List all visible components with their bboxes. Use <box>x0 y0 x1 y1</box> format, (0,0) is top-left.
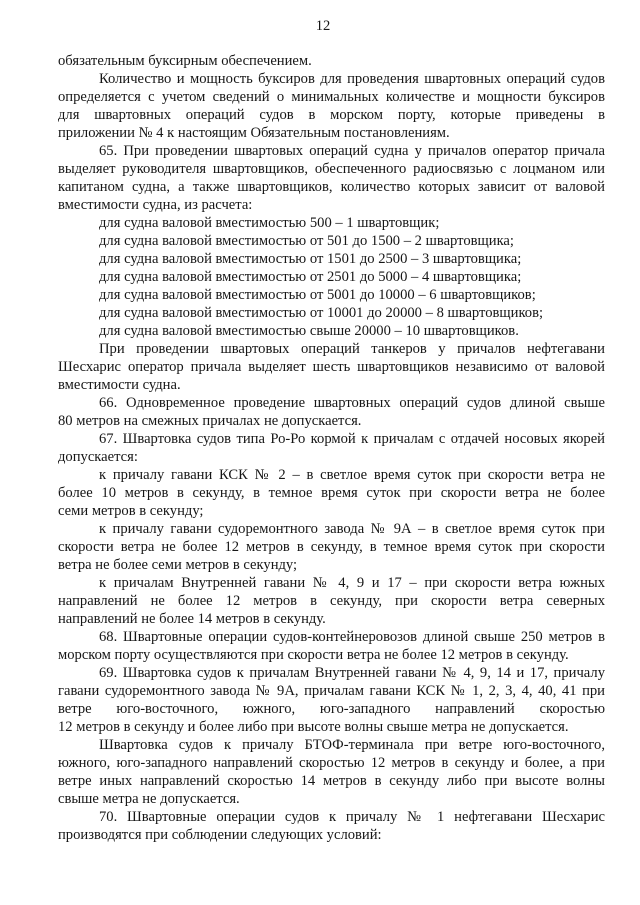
text-line: более 10 метров в секунду, в темное время суток при скорости ветра не более <box>58 485 605 501</box>
text-line: Количество и мощность буксиров для проведения швартовных операций судов <box>99 71 605 87</box>
text-line: направлений не более 12 метров в секунду, при скорости ветра северных <box>58 593 605 609</box>
text-line: свыше метра не допускается. <box>58 791 240 807</box>
text-line: Шесхарис оператор причала выделяет шесть швартовщиков независимо от валовой <box>58 359 605 375</box>
paragraph-70 <box>58 808 605 844</box>
text-line: капитаном судна, а также швартовщиков, количество которых зависит от валовой <box>58 179 605 195</box>
text-line: 69. Швартовка судов к причалам Внутренней гавани № 4, 9, 14 и 17, причалу <box>99 665 605 681</box>
paragraph-67-condition <box>58 574 605 628</box>
paragraph-67-condition <box>58 466 605 520</box>
mooring-crew-list-item: для судна валовой вместимостью от 2501 до 5000 – 4 швартовщика; <box>99 269 522 285</box>
paragraph-65 <box>58 142 605 214</box>
paragraph-69 <box>58 664 605 736</box>
text-line: к причалу гавани судоремонтного завода № 9А – в светлое время суток при <box>99 521 605 537</box>
paragraph-68 <box>58 628 605 664</box>
text-line: 80 метров на смежных причалах не допускается. <box>58 413 362 429</box>
text-line: 70. Швартовные операции судов к причалу № 1 нефтегавани Шесхарис <box>99 809 605 825</box>
paragraph-continuation <box>58 52 605 70</box>
text-line: 65. При проведении швартовых операций судна у причалов оператор причала <box>99 143 605 159</box>
text-line: 12 метров в секунду и более либо при высоте волны свыше метра не допускается. <box>58 719 569 735</box>
page-number: 12 <box>315 18 331 34</box>
text-line: обязательным буксирным обеспечением. <box>58 53 312 69</box>
text-line: выделяет руководителя швартовщиков, обеспеченного радиосвязью с лоцманом или <box>58 161 605 177</box>
text-line: к причалу гавани КСК № 2 – в светлое время суток при скорости ветра не <box>99 467 605 483</box>
text-line: 68. Швартовные операции судов-контейнеровозов длиной свыше 250 метров в <box>99 629 605 645</box>
text-line: скорости ветра не более 12 метров в секунду, в темное время суток при скорости <box>58 539 605 555</box>
text-line: к причалам Внутренней гавани № 4, 9 и 17 – при скорости ветра южных <box>99 575 605 591</box>
text-line: вместимости судна. <box>58 377 181 393</box>
mooring-crew-list <box>58 214 605 340</box>
paragraph-67-condition <box>58 520 605 574</box>
text-line: 67. Швартовка судов типа Ро-Ро кормой к причалам с отдачей носовых якорей <box>99 431 605 447</box>
paragraph-btof-terminal <box>58 736 605 808</box>
mooring-crew-list-item: для судна валовой вместимостью свыше 20000 – 10 швартовщиков. <box>99 323 519 339</box>
mooring-crew-list-item: для судна валовой вместимостью от 5001 до 10000 – 6 швартовщиков; <box>99 287 536 303</box>
mooring-crew-list-item: для судна валовой вместимостью от 1501 до 2500 – 3 швартовщика; <box>99 251 522 267</box>
text-line: вместимости судна, из расчета: <box>58 197 253 213</box>
text-line: 66. Одновременное проведение швартовных операций судов длиной свыше <box>99 395 605 411</box>
text-line: морском порту осуществляются при скорости ветра не более 12 метров в секунду. <box>58 647 569 663</box>
text-line: гавани судоремонтного завода № 9А, причалам гавани КСК № 1, 2, 3, 4, 40, 41 при <box>58 683 605 699</box>
text-line: определяется с учетом сведений о минимальных количестве и мощности буксиров <box>58 89 605 105</box>
paragraph-66 <box>58 394 605 430</box>
text-line: Швартовка судов к причалу БТОФ-терминала при ветре юго-восточного, <box>99 737 605 753</box>
text-line: ветре иных направлений скоростью 14 метров в секунду либо при высоте волны <box>58 773 605 789</box>
text-line: ветре юго-восточного, южного, юго-западного направлений скоростью <box>58 701 605 717</box>
text-line: для швартовных операций судов в морском порту, которые приведены в <box>58 107 605 123</box>
mooring-crew-list-item: для судна валовой вместимостью от 501 до 1500 – 2 швартовщика; <box>99 233 514 249</box>
text-line: производятся при соблюдении следующих условий: <box>58 827 382 843</box>
text-line: допускается: <box>58 449 138 465</box>
paragraph-tankers <box>58 340 605 394</box>
text-line: приложении № 4 к настоящим Обязательным постановлениям. <box>58 125 450 141</box>
paragraph-tugboats <box>58 70 605 142</box>
text-line: направлений не более 14 метров в секунду. <box>58 611 326 627</box>
text-line: При проведении швартовых операций танкеров у причалов нефтегавани <box>99 341 605 357</box>
mooring-crew-list-item: для судна валовой вместимостью 500 – 1 швартовщик; <box>99 215 440 231</box>
text-line: ветра не более семи метров в секунду; <box>58 557 298 573</box>
document-body <box>58 52 605 844</box>
text-line: южного, юго-западного направлений скоростью 12 метров в секунду и более, а при <box>58 755 605 771</box>
mooring-crew-list-item: для судна валовой вместимостью от 10001 до 20000 – 8 швартовщиков; <box>99 305 544 321</box>
text-line: семи метров в секунду; <box>58 503 204 519</box>
paragraph-67 <box>58 430 605 466</box>
